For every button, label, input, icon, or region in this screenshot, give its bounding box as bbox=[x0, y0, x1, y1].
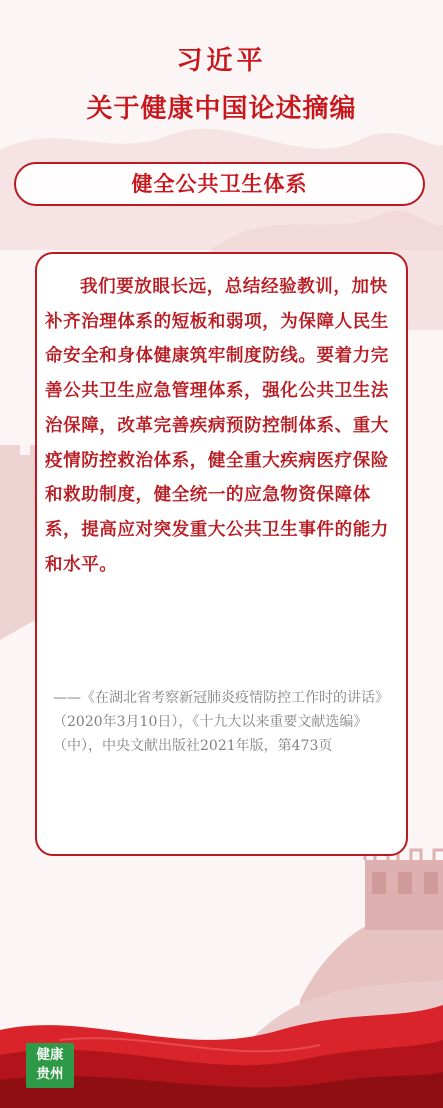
brand-logo bbox=[26, 1043, 74, 1088]
quote-source: ——《在湖北省考察新冠肺炎疫情防控工作时的讲话》（2020年3月10日），《十九大以来重要文献选编》（中），中央文献出版社2021年版，第473页 bbox=[53, 690, 389, 754]
logo-line2: 贵州 bbox=[36, 1066, 64, 1082]
quote-text: 我们要放眼长远，总结经验教训，加快补齐治理体系的短板和弱项，为保障人民生命安全和身体健康筑牢制度防线。要着力完善公共卫生应急管理体系，强化公共卫生法治保障，改革完善疾病预防控制体系、重大疫情防控救治体系，健全重大疾病医疗保险和救助制度，健全统一的应急物资保障体系，提高应对突发重大公共卫生事件的能力和水平。 bbox=[45, 277, 389, 575]
page-title-author: 习近平 bbox=[176, 46, 267, 76]
page-title-book: 关于健康中国论述摘编 bbox=[86, 94, 357, 124]
great-wall-left bbox=[0, 445, 40, 640]
great-wall-tower bbox=[250, 850, 443, 1040]
logo-line1: 健康 bbox=[36, 1047, 64, 1063]
section-title: 健全公共卫生体系 bbox=[14, 162, 425, 206]
quote-card bbox=[35, 252, 408, 856]
